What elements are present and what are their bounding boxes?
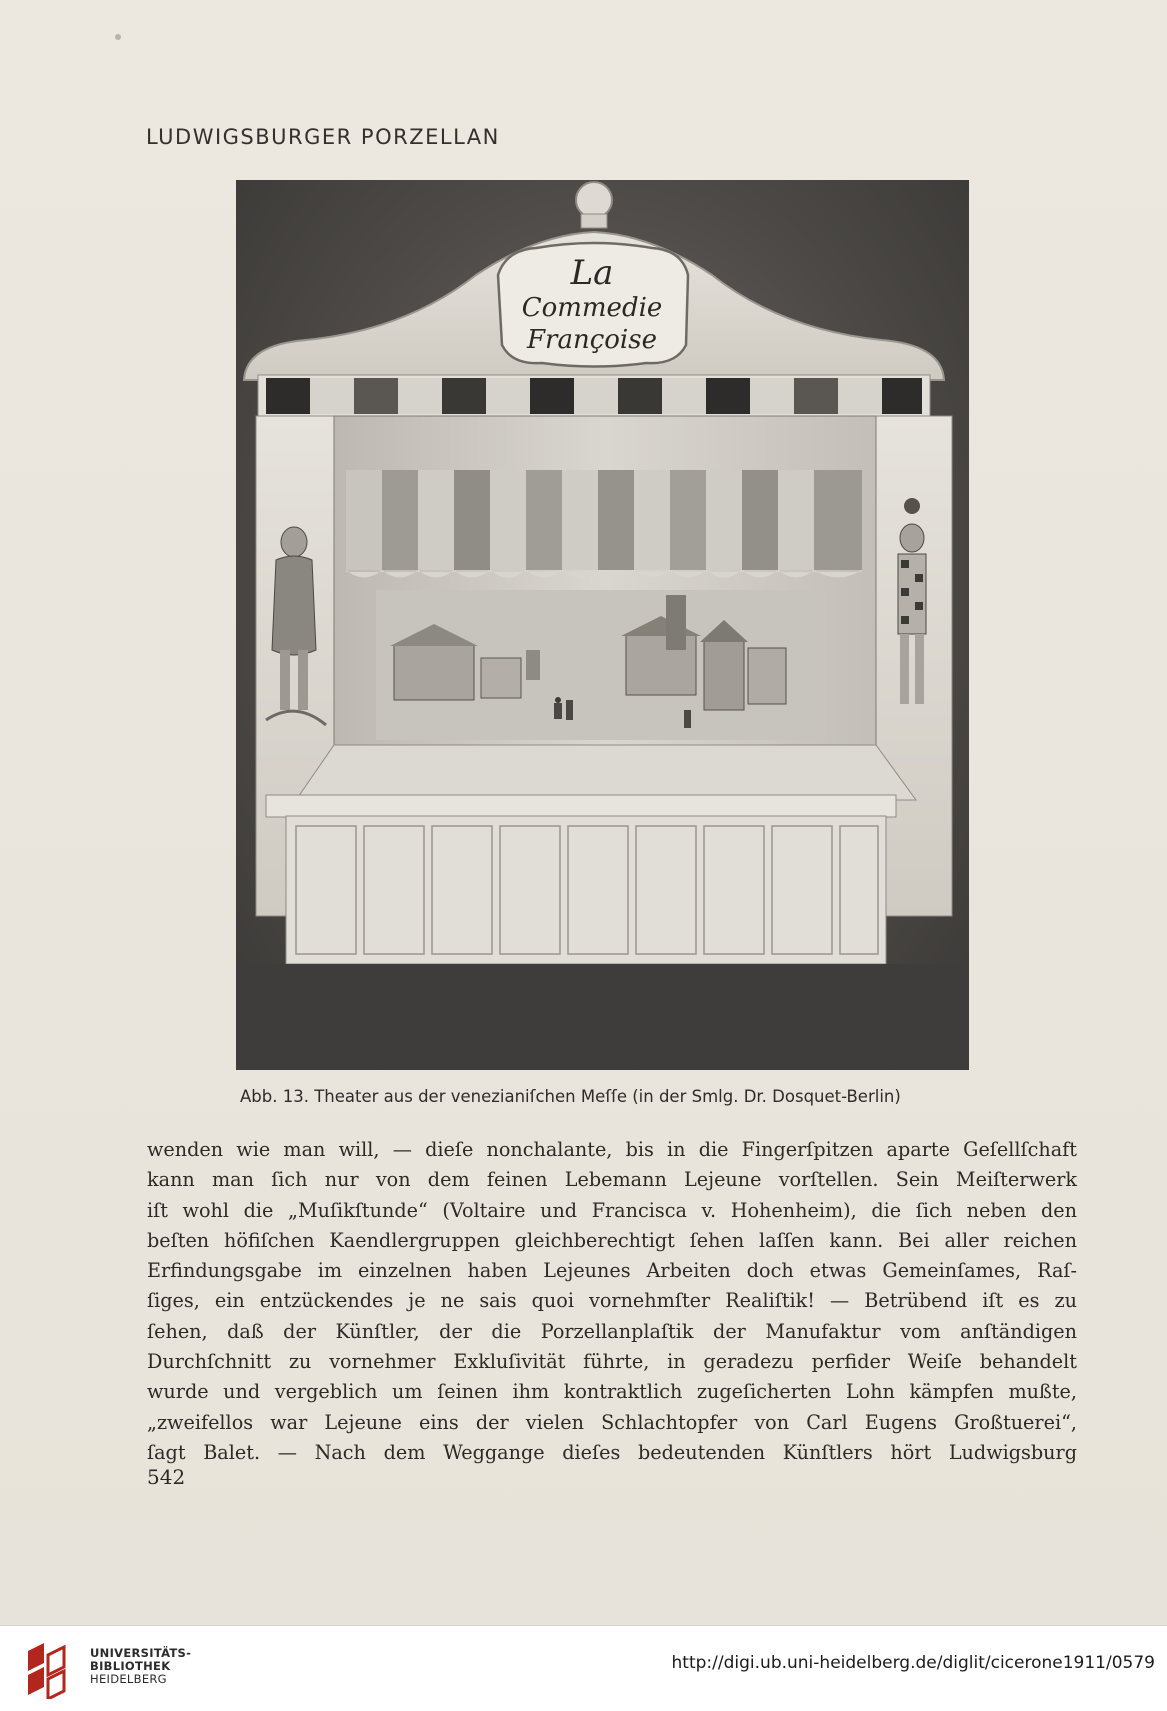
page-number: 542: [147, 1465, 186, 1489]
body-line: „zweifellos war Lejeune eins der vielen Schlachtopfer von Carl Eugens Großtuerei“,: [147, 1410, 1077, 1434]
body-line: ſagt Balet. — Nach dem Weggange dieſes bedeutenden Künſtlers hört Ludwigsburg: [147, 1440, 1077, 1464]
body-line: Erfindungsgabe im einzelnen haben Lejeunes Arbeiten doch etwas Gemeinſames, Raſ-: [147, 1259, 1077, 1283]
library-name: UNIVERSITÄTS- BIBLIOTHEK HEIDELBERG: [90, 1646, 192, 1686]
figure-caption: Abb. 13. Theater aus der venezianiſchen Meſſe (in der Smlg. Dr. Dosquet-Berlin): [240, 1087, 901, 1106]
sign-line-1: La: [570, 253, 614, 293]
body-line: beſten höfiſchen Kaendlergruppen gleichberechtigt ſehen laſſen kann. Bei aller reichen: [147, 1228, 1077, 1252]
body-line: kann man ſich nur von dem feinen Lebemann Lejeune vorſtellen. Sein Meiſterwerk: [147, 1168, 1077, 1192]
figure-photograph: [236, 180, 969, 1070]
striped-valance: [266, 378, 922, 414]
body-line: wurde und vergeblich um ſeinen ihm kontraktlich zugeſicherten Lohn kämpfen mußte,: [147, 1380, 1077, 1404]
viewer-footer: [0, 1625, 1167, 1711]
body-paragraph: [147, 1135, 1077, 1468]
sign-line-2: Commedie: [521, 293, 663, 323]
page-speck: [115, 34, 121, 40]
body-line: Durchſchnitt zu vornehmer Exkluſivität führte, in geradezu perfider Weiſe behandelt: [147, 1350, 1077, 1374]
sign-line-3: Françoise: [527, 325, 657, 355]
body-line: ſiges, ein entzückendes je ne sais quoi vornehmſter Realiſtik! — Betrübend iſt es zu: [147, 1289, 1077, 1313]
body-line: iſt wohl die „Muſikſtunde“ (Voltaire und Francisca v. Hohenheim), die ſich neben den: [147, 1198, 1077, 1222]
theater-illustration: [236, 180, 969, 1070]
town-square-backdrop: [376, 590, 826, 740]
body-line: wenden wie man will, — dieſe nonchalante, bis in die Fingerſpitzen aparte Geſellſchaft: [147, 1138, 1077, 1161]
inner-curtain: [346, 470, 862, 578]
running-head: LUDWIGSBURGER PORZELLAN: [146, 125, 500, 149]
university-library-logo-icon: [24, 1641, 74, 1699]
permalink-url[interactable]: http://digi.ub.uni-heidelberg.de/diglit/cicerone1911/0579: [671, 1653, 1155, 1673]
body-line: ſehen, daß der Künſtler, der die Porzellanplaſtik der Manufaktur vom anſtändigen: [147, 1319, 1077, 1343]
